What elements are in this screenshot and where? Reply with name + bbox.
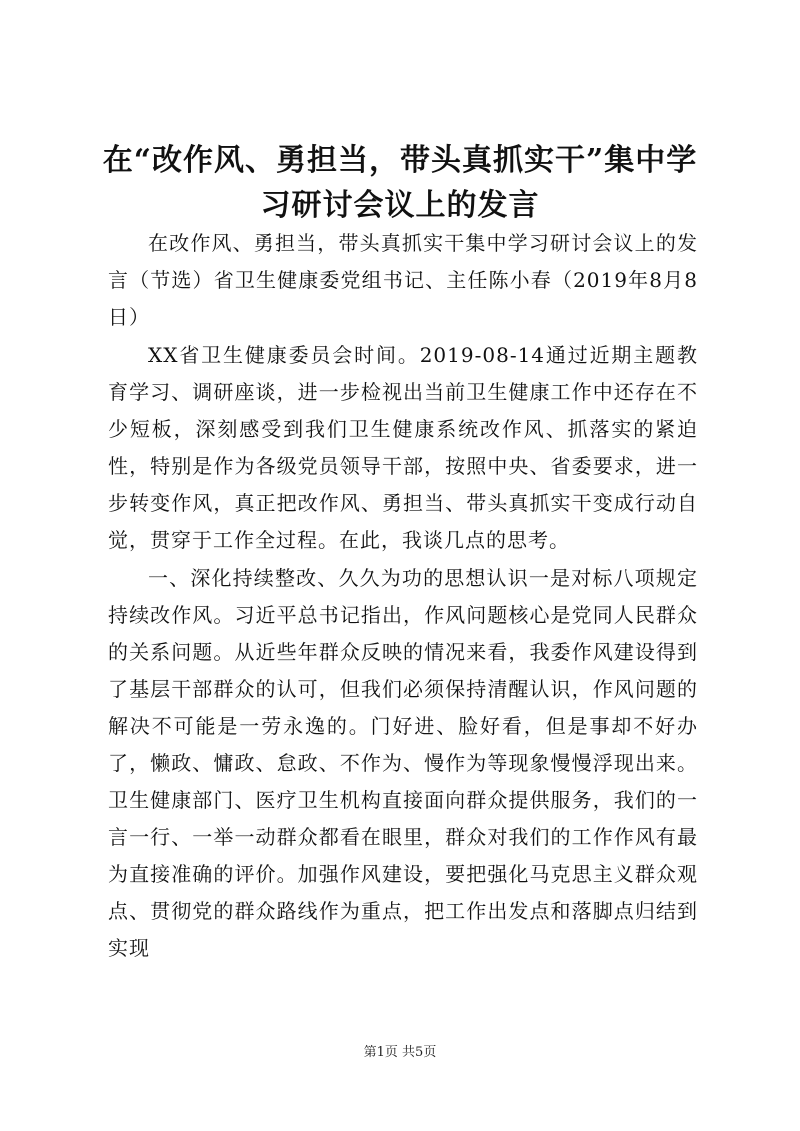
- paragraph-background: XX省卫生健康委员会时间。2019-08-14通过近期主题教育学习、调研座谈，进一步检视出当前卫生健康工作中还存在不少短板，深刻感受到我们卫生健康系统改作风、抓落实的紧迫性，特别是作为各级党员领导干部，按照中央、省委要求，进一步转变作风，真正把改作风、勇担当、带头真抓实干变成行动自觉，贯穿于工作全过程。在此，我谈几点的思考。: [108, 343, 698, 552]
- page-number-footer: 第1页 共5页: [363, 1045, 437, 1060]
- paragraph-intro: 在改作风、勇担当，带头真抓实干集中学习研讨会议上的发言（节选）省卫生健康委党组书记、主任陈小春（2019年8月8日）: [108, 231, 698, 329]
- paragraph-section-one: 一、深化持续整改、久久为功的思想认识一是对标八项规定持续改作风。习近平总书记指出，作风问题核心是党同人民群众的关系问题。从近些年群众反映的情况来看，我委作风建设得到了基层干部群众的认可，但我们必须保持清醒认识，作风问题的解决不可能是一劳永逸的。门好进、脸好看，但是事却不好办了，懒政、慵政、怠政、不作为、慢作为等现象慢慢浮现出来。卫生健康部门、医疗卫生机构直接面向群众提供服务，我们的一言一行、一举一动群众都看在眼里，群众对我们的工作作风有最为直接准确的评价。加强作风建设，要把强化马克思主义群众观点、贯彻党的群众路线作为重点，把工作出发点和落脚点归结到实现: [108, 566, 698, 960]
- document-body: [108, 225, 698, 967]
- document-title: 在“改作风、勇担当，带头真抓实干”集中学习研讨会议上的发言: [102, 143, 698, 223]
